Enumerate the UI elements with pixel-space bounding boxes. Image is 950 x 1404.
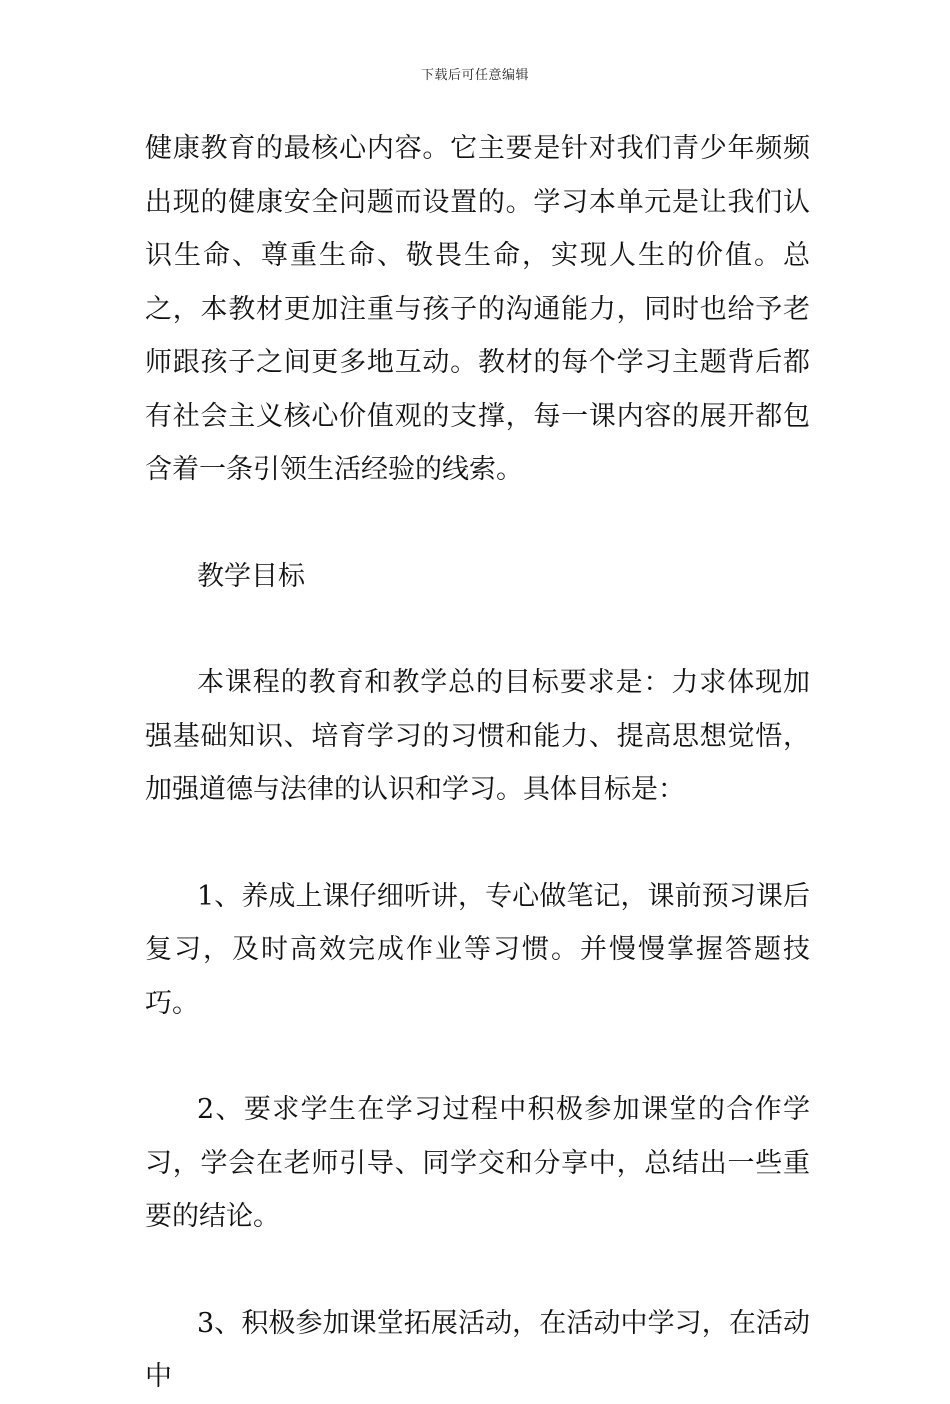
paragraph-spacer (145, 1030, 810, 1083)
document-body (145, 122, 810, 1404)
paragraph-intro: 健康教育的最核心内容。它主要是针对我们青少年频频出现的健康安全问题而设置的。学习本单元是让我们认识生命、尊重生命、敬畏生命，实现人生的价值。总之，本教材更加注重与孩子的沟通能力，同时也给予老师跟孩子之间更多地互动。教材的每个学习主题背后都有社会主义核心价值观的支撑，每一课内容的展开都包含着一条引领生活经验的线索。 (145, 133, 810, 485)
list-item-1: 1、养成上课仔细听讲，专心做笔记，课前预习课后复习，及时高效完成作业等习惯。并慢慢掌握答题技巧。 (145, 880, 810, 1019)
header-note: 下载后可任意编辑 (420, 68, 529, 83)
paragraph-spacer (145, 817, 810, 870)
paragraph-spacer (145, 1244, 810, 1297)
paragraph-goals: 本课程的教育和教学总的目标要求是：力求体现加强基础知识、培育学习的习惯和能力、提高思想觉悟，加强道德与法律的认识和学习。具体目标是： (145, 667, 810, 805)
paragraph-spacer (145, 497, 810, 550)
list-item-3: 3、积极参加课堂拓展活动，在活动中学习，在活动中 (145, 1307, 810, 1392)
section-heading-goals: 教学目标 (197, 560, 305, 592)
paragraph-spacer (145, 603, 810, 656)
list-item-2: 2、要求学生在学习过程中积极参加课堂的合作学习，学会在老师引导、同学交和分享中，总结出一些重要的结论。 (145, 1094, 810, 1232)
